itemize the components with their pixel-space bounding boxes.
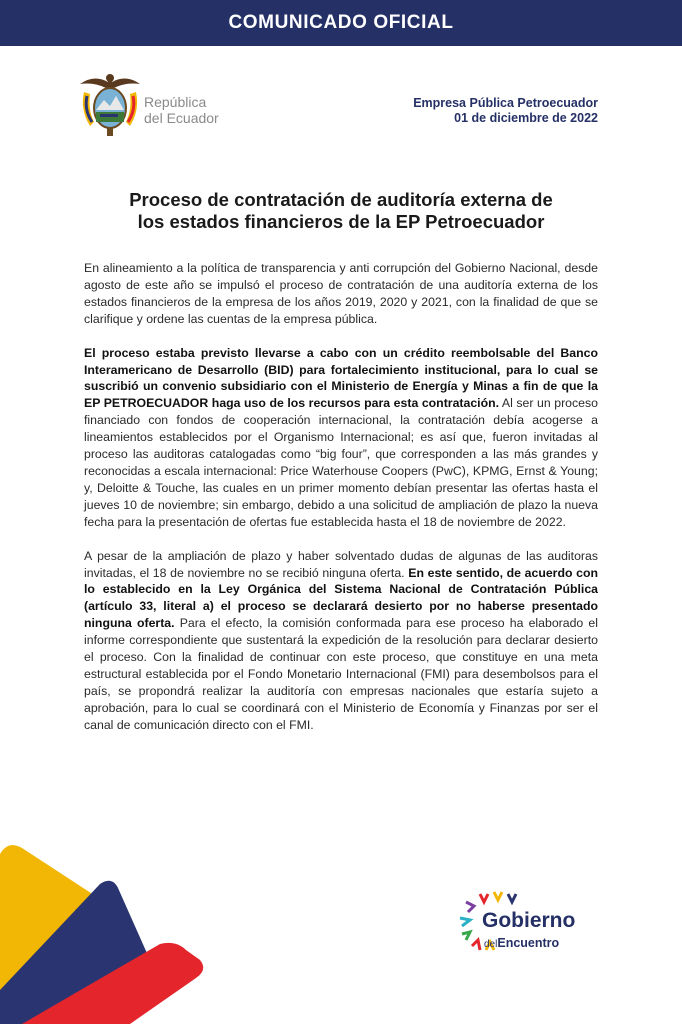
- title-line-1: Proceso de contratación de auditoría externa de: [129, 189, 553, 210]
- gobierno-subtitle: [484, 936, 559, 952]
- country-line-1: República: [144, 94, 207, 110]
- paragraph-3: [84, 548, 598, 734]
- banner-title: COMUNICADO OFICIAL: [228, 12, 454, 33]
- gobierno-sub-small: del: [484, 939, 498, 950]
- country-line-2: del Ecuador: [144, 110, 219, 126]
- header-banner: [0, 0, 682, 46]
- gobierno-sub-main: Encuentro: [497, 936, 560, 950]
- paragraph-3-start: A pesar de la ampliación de plazo y haber solventado dudas de algunas de las auditoras invitadas, el 18 de noviembre no se recibió ninguna oferta.: [84, 548, 598, 580]
- document-title: [84, 189, 598, 233]
- flag-color-shapes: [0, 840, 240, 1024]
- issuer-name: Empresa Pública Petroecuador: [413, 96, 598, 110]
- paragraph-2: [84, 345, 598, 531]
- coat-of-arms-icon: [78, 70, 142, 138]
- paragraph-3-rest: Para el efecto, la comisión conformada para ese proceso ha elaborado el informe correspondiente que sustentará la expedición de la resolución para declarar desierto el proceso. Con la finalidad de continuar con este proceso, que constituye en una meta estructural establecida por el Fondo Monetario Internacional (FMI) para desembolsos para el país, se propondrá realizar la auditoría con empresas nacionales que estaría sujeto a aprobación, para lo cual se coordinará con el Ministerio de Economía y Finanzas por ser el canal de comunicación directo con el FMI.: [84, 616, 598, 732]
- paragraph-3-bold: En este sentido, de acuerdo con lo establecido en la Ley Orgánica del Sistema Nacional de Contratación Pública (artículo 33, literal a) el proceso se declarará desierto por no haberse presentado ninguna oferta.: [84, 565, 598, 631]
- issuer-block: [413, 96, 598, 126]
- issue-date: 01 de diciembre de 2022: [454, 111, 598, 125]
- paragraph-1: En alineamiento a la política de transparencia y anti corrupción del Gobierno Nacional, desde agosto de este año se impulsó el proceso de contratación de una auditoría externa de los estados financieros de la empresa de los años 2019, 2020 y 2021, con la finalidad de que se clarifique y ordene las cuentas de la empresa pública.: [84, 261, 598, 326]
- title-line-2: los estados financieros de la EP Petroecuador: [137, 211, 545, 232]
- paragraph-2-rest: Al ser un proceso financiado con fondos de cooperación internacional, la contratación debía acogerse a lineamientos establecidos por el Organismo Internacional; es así que, fueron invitadas al proceso las auditoras catalogadas como “big four”, que corresponden a las más grandes y reconocidas a escala internacional: Price Waterhouse Coopers (PwC), KPMG, Ernst & Young; y, Deloitte & Touche, las cuales en un primer momento debían presentar las ofertas hasta el jueves 10 de noviembre; sin embargo, debido a una solicitud de ampliación de plazo la nueva fecha para la presentación de ofertas fue establecida hasta el 18 de noviembre de 2022.: [84, 396, 598, 529]
- gobierno-wordmark: Gobierno: [482, 909, 576, 932]
- country-name: [144, 94, 219, 126]
- paragraph-2-bold: El proceso estaba previsto llevarse a cabo con un crédito reembolsable del Banco Interamericano de Desarrollo (BID) para fortalecimiento institucional, para lo cual se suscribió un convenio subsidiario con el Ministerio de Energía y Minas a fin de que la EP PETROECUADOR haga uso de los recursos para esta contratación.: [84, 345, 598, 411]
- document-body: [84, 260, 598, 751]
